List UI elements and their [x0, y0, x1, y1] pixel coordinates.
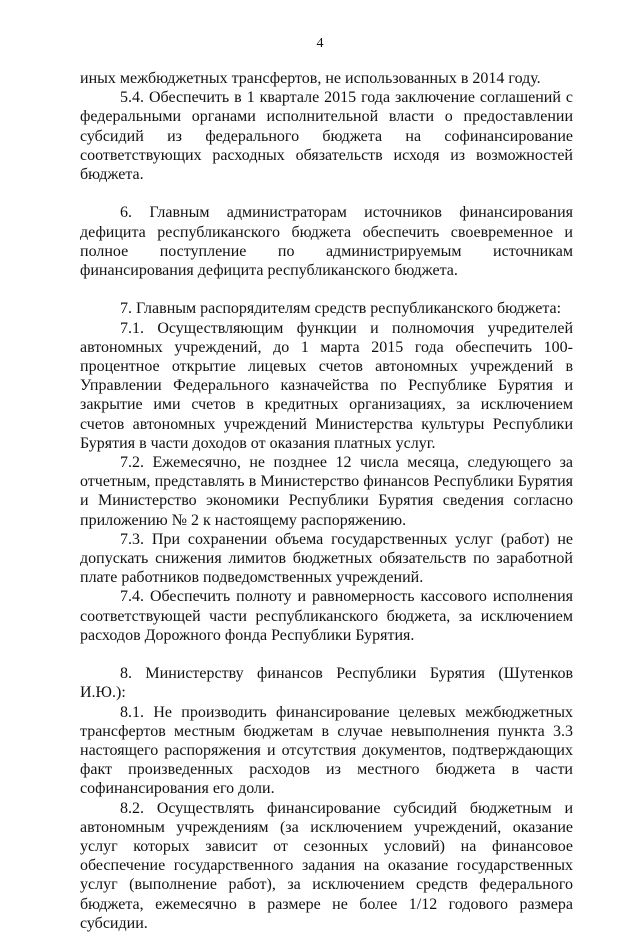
paragraph-8-1: 8.1. Не производить финансирование целевых межбюджетных трансфертов местным бюджетам в случае невыполнения пункта 3.3 настоящего распоряжения и отсутствия документов, подтверждающих факт произведенных расходов из местного бюджета в части софинансирования его доли.: [80, 703, 573, 798]
section-spacer: [80, 280, 573, 299]
paragraph-7: 7. Главным распорядителям средств республиканского бюджета:: [120, 300, 562, 318]
section-spacer: [80, 184, 573, 203]
section-spacer: [80, 645, 573, 664]
paragraph-7-2: 7.2. Ежемесячно, не позднее 12 числа месяца, следующего за отчетным, представлять в Министерство финансов Республики Бурятия и Министерство экономики Республики Бурятия сведения согласно приложению № 2 к настоящему распоряжению.: [80, 454, 573, 529]
paragraph-7-3: 7.3. При сохранении объема государственных услуг (работ) не допускать снижения лимитов бюджетных обязательств по заработной плате работников подведомственных учреждений.: [80, 530, 573, 587]
page-number: 4: [316, 36, 324, 51]
paragraph-5-4: 5.4. Обеспечить в 1 квартале 2015 года заключение соглашений с федеральными органами исполнительной власти о предоставлении субсидий из федерального бюджета на софинансирование соответствующих расходных обязательств исходя из возможностей бюджета.: [80, 89, 573, 184]
paragraph-continuation: иных межбюджетных трансфертов, не использованных в 2014 году.: [80, 70, 541, 87]
paragraph-7-1: 7.1. Осуществляющим функции и полномочия учредителей автономных учреждений, до 1 марта 2015 года обеспечить 100-процентное открытие лицевых счетов автономных учреждений в Управлении Федерального казначейства по Республике Бурятия и закрытие ими счетов в кредитных организациях, за исключением счетов автономных учреждений Министерства культуры Республики Бурятия в части доходов от оказания платных услуг.: [80, 319, 573, 452]
document-body: [80, 69, 573, 933]
paragraph-8: 8. Министерству финансов Республики Бурятия (Шутенков И.Ю.):: [80, 665, 573, 702]
paragraph-8-2: 8.2. Осуществлять финансирование субсидий бюджетным и автономным учреждениям (за исключением учреждений, оказание услуг которых зависит от сезонных условий) на финансовое обеспечение государственного задания на оказание государственных услуг (выполнение работ), за исключением средств федерального бюджета, ежемесячно в размере не более 1/12 годового размера субсидии.: [80, 799, 573, 932]
paragraph-6: 6. Главным администраторам источников финансирования дефицита республиканского бюджета обеспечить своевременное и полное поступление по администрируемым источникам финансирования дефицита республиканского бюджета.: [80, 204, 573, 280]
paragraph-7-4: 7.4. Обеспечить полноту и равномерность кассового исполнения соответствующей части республиканского бюджета, за исключением расходов Дорожного фонда Республики Бурятия.: [80, 588, 573, 644]
